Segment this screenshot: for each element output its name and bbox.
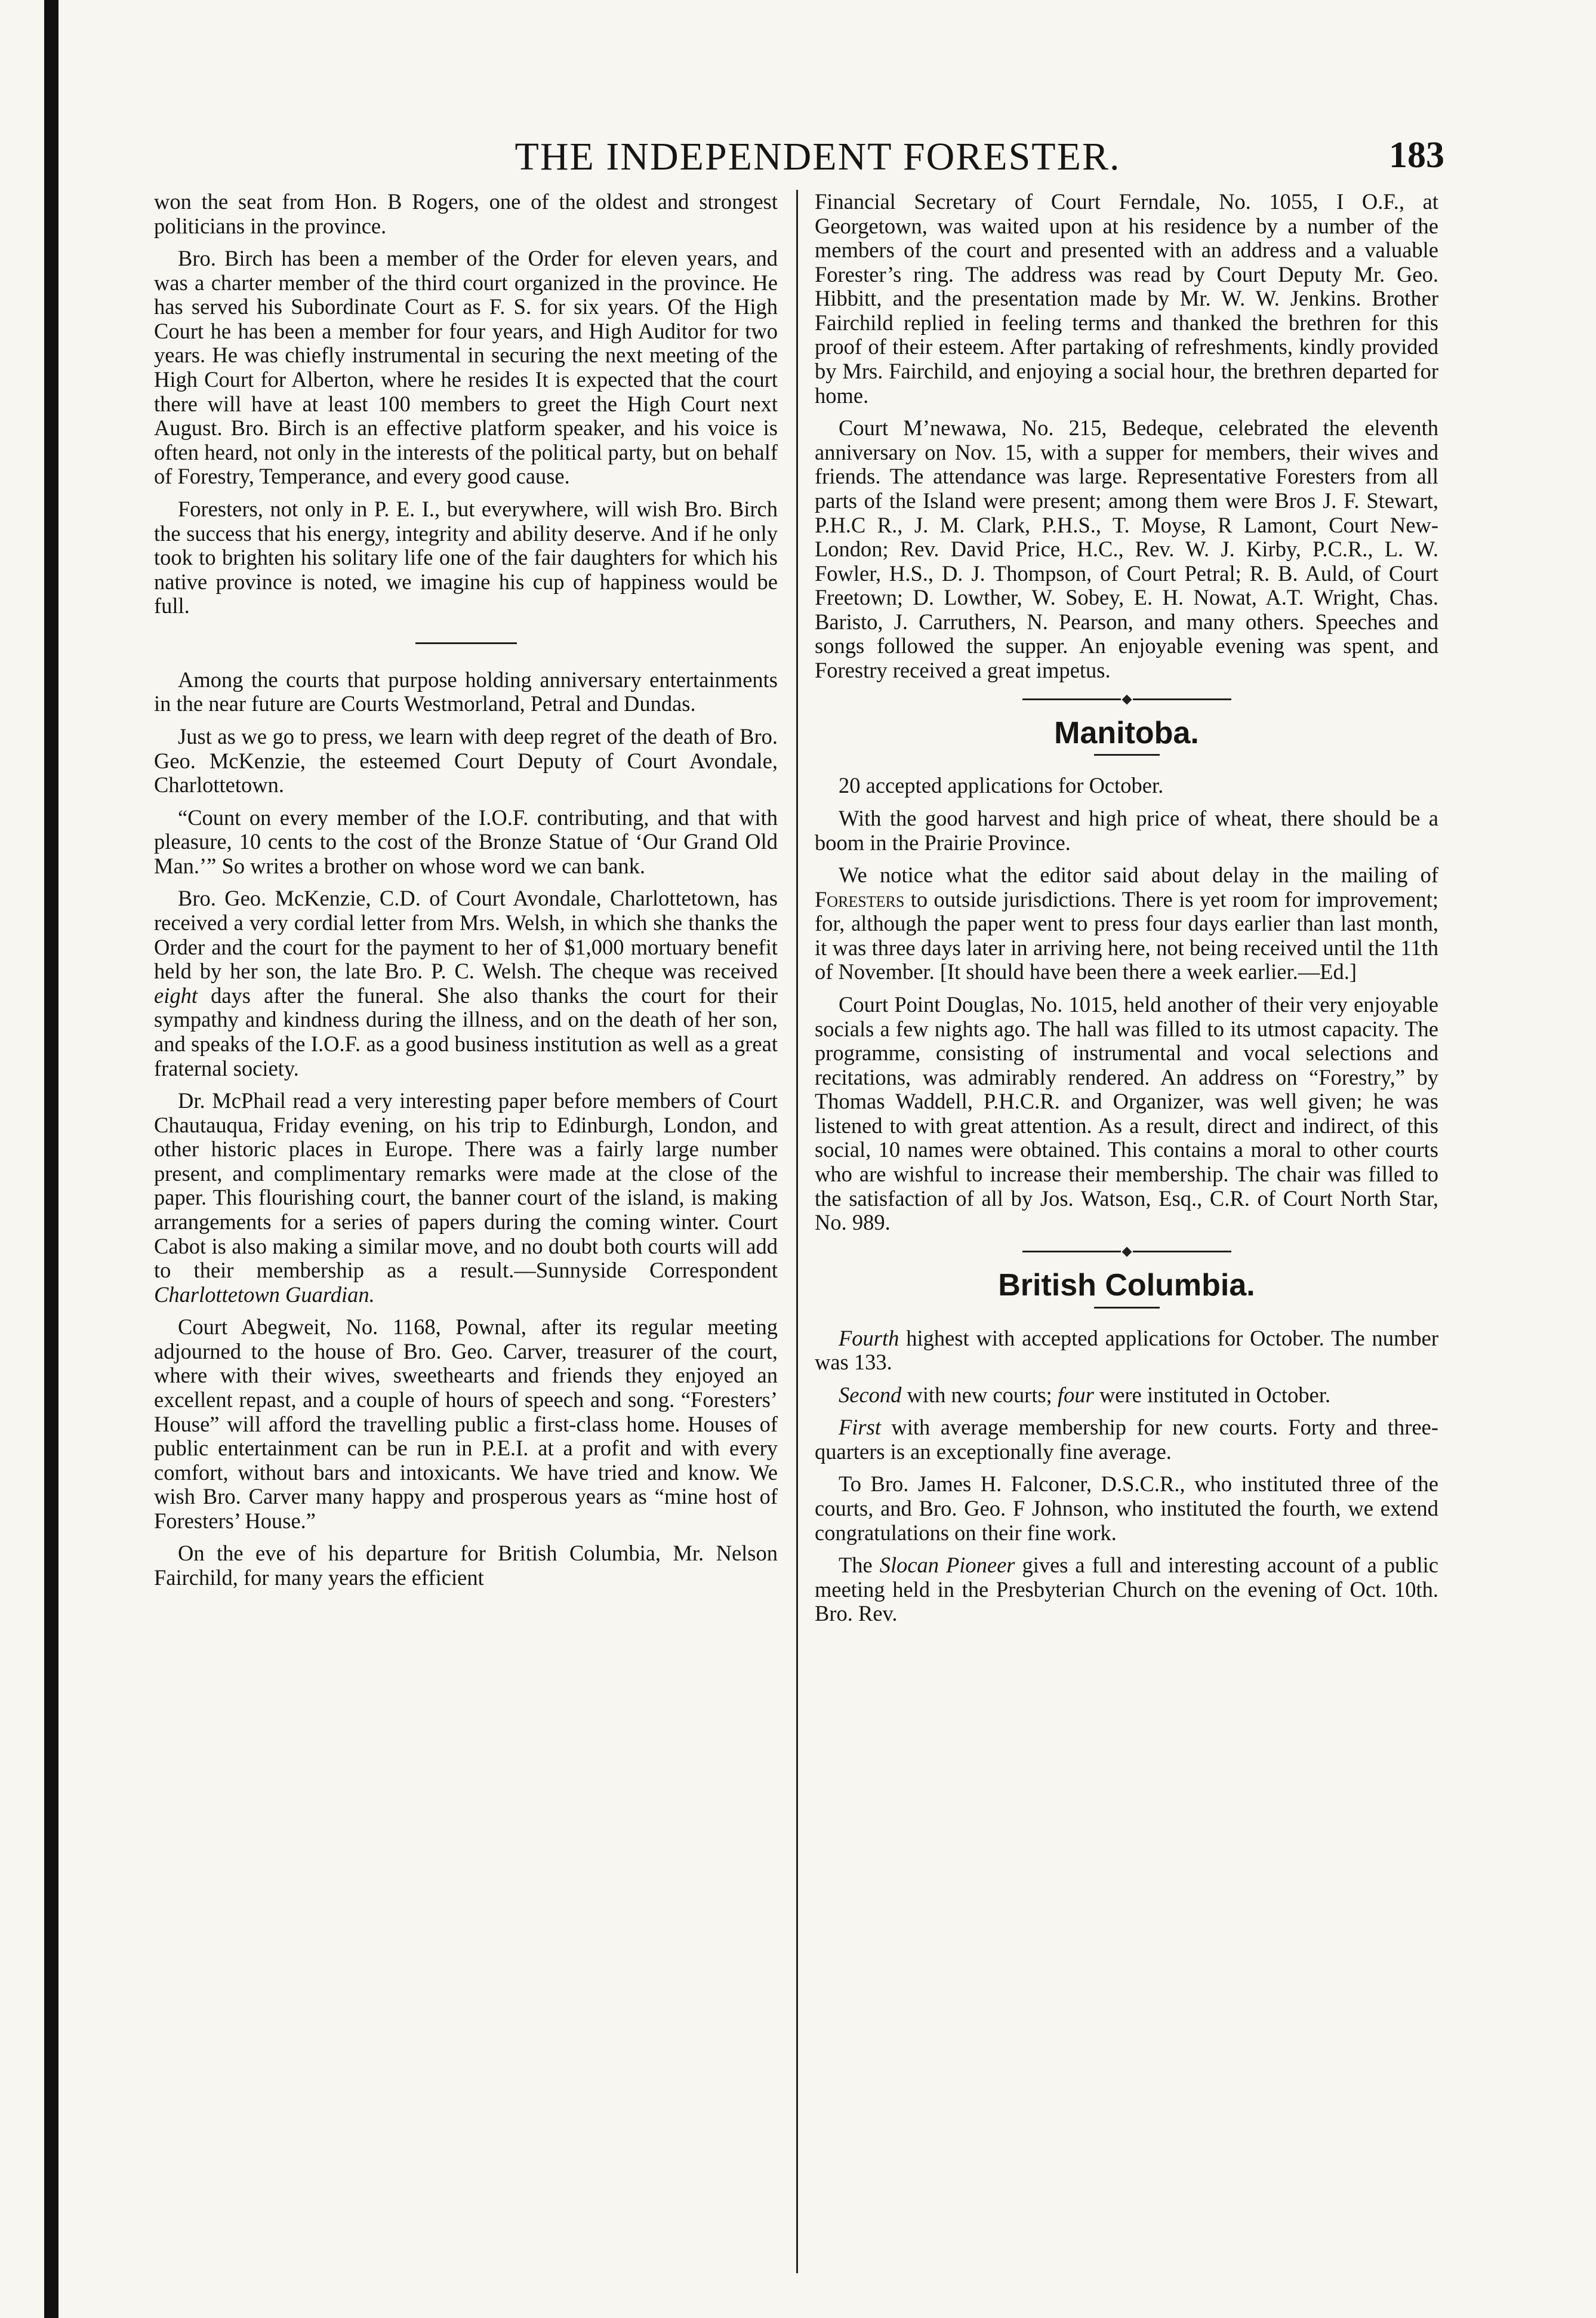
column-divider xyxy=(796,190,798,2273)
italic-emphasis: eight xyxy=(154,983,198,1008)
paragraph: Foresters, not only in P. E. I., but everywhere, will wish Bro. Birch the success that his energy, integrity and ability deserve. And if he only took to brighten his solitary life one of the fair daughters for which his native province is noted, we imagine his cup of happiness would be full. xyxy=(154,496,778,618)
paragraph-text: Dr. McPhail read a very interesting paper before members of Court Chautauqua, Friday evening, on his trip to Edinburgh, London, and other historic places in Europe. There was a fairly large number present, and complimentary remarks were made at the close of the paper. This flourishing court, the banner court of the island, is making arrangements for a series of papers during the coming winter. Court Cabot is also making a similar move, and no doubt both courts will add to their membership as a result.—Sunnyside Correspondent xyxy=(154,1088,778,1283)
paragraph-text: were instituted in October. xyxy=(1099,1382,1331,1407)
paragraph: To Bro. James H. Falconer, D.S.C.R., who instituted three of the courts, and Bro. Geo. F Johnson, who instituted the fourth, we extend congratulations on their fine work. xyxy=(815,1472,1438,1545)
paragraph: 20 accepted applications for October. xyxy=(839,773,1164,798)
paragraph: With the good harvest and high price of wheat, there should be a boom in the Prairie Province. xyxy=(815,805,1438,855)
right-column xyxy=(815,190,1438,2291)
section-heading-british-columbia: British Columbia. xyxy=(998,1267,1255,1303)
small-caps-text: Foresters xyxy=(815,886,905,912)
section-divider-rule xyxy=(415,642,517,644)
section-heading-manitoba: Manitoba. xyxy=(1054,715,1199,750)
italic-emphasis: First xyxy=(839,1415,881,1440)
page-number: 183 xyxy=(1389,135,1444,176)
italic-emphasis: Fourth xyxy=(839,1325,899,1350)
ornamental-divider xyxy=(1022,1248,1231,1255)
paragraph-text: Bro. Geo. McKenzie, C.D. of Court Avondale, Charlottetown, has received a very cordial letter from Mrs. Welsh, in which she thanks the Order and the court for the payment to her of $1,000 mortuary benefit held by her son, the late Bro. P. C. Welsh. The cheque was received xyxy=(154,886,778,984)
divider-line xyxy=(1022,1251,1121,1252)
paragraph: Among the courts that purpose holding anniversary entertainments in the near future are Courts Westmorland, Petral and Dundas. xyxy=(154,667,778,716)
paragraph: Financial Secretary of Court Ferndale, No. 1055, I O.F., at Georgetown, was waited upon at his residence by a number of the members of the court and presented with an address and a valuable Forester’s ring. The address was read by Court Deputy Mr. Geo. Hibbitt, and the presentation made by Mr. W. W. Jenkins. Brother Fairchild replied in feeling terms and thanked the brethren for this proof of their esteem. After partaking of refreshments, kindly provided by Mrs. Fairchild, and enjoying a social hour, the brethren departed for home. xyxy=(815,190,1438,408)
italic-emphasis: Second xyxy=(839,1382,902,1407)
diamond-ornament-icon xyxy=(1121,1246,1132,1257)
paragraph-text: to outside jurisdictions. There is yet room for improvement; for, although the paper went to press four days earlier than last month, it was three days later in arriving here, not being received until the 11th of November. [It should have been there a week earlier.—Ed.] xyxy=(815,886,1438,984)
paragraph-text: with average membership for new courts. Forty and three-quarters is an exceptionally fine average. xyxy=(815,1415,1438,1464)
paragraph: won the seat from Hon. B Rogers, one of the oldest and strongest politicians in the province. xyxy=(154,190,778,238)
paragraph xyxy=(154,886,778,1080)
paragraph xyxy=(815,1383,1438,1408)
left-column xyxy=(154,190,778,2291)
paragraph xyxy=(815,1415,1438,1464)
divider-line xyxy=(1133,1251,1231,1252)
divider-line xyxy=(1022,698,1121,700)
paragraph: “Count on every member of the I.O.F. contributing, and that with pleasure, 10 cents to the cost of the Bronze Statue of ‘Our Grand Old Man.’” So writes a brother on whose word we can bank. xyxy=(154,805,778,878)
paragraph-text: gives a full and interesting account of a public meeting held in the Presbyterian Church on the evening of Oct. 10th. Bro. Rev. xyxy=(815,1553,1438,1626)
italic-source: Charlottetown Guardian. xyxy=(154,1282,375,1307)
paragraph: Court Abegweit, No. 1168, Pownal, after its regular meeting adjourned to the house of Bro. Geo. Carver, treasurer of the court, where with their wives, sweethearts and friends they enjoyed an excellent repast, and a couple of hours of speech and song. “Foresters’ House” will afford the travelling public a first-class home. Houses of public entertainment can be run in P.E.I. at a profit and with every comfort, without bars and intoxicants. We have tried and know. We wish Bro. Carver many happy and prosperous years as “mine host of Foresters’ House.” xyxy=(154,1315,778,1533)
paragraph-text: days after the funeral. She also thanks the court for their sympathy and kindness during the illness, and on the death of her son, and speaks of the I.O.F. as a good business institution as well as a great fraternal society. xyxy=(154,983,778,1080)
diamond-ornament-icon xyxy=(1121,694,1132,704)
heading-rule xyxy=(1094,1307,1160,1309)
paragraph xyxy=(154,1089,778,1307)
italic-emphasis: four xyxy=(1057,1382,1094,1407)
paragraph-text: with new courts; xyxy=(907,1382,1052,1407)
paragraph xyxy=(815,863,1438,984)
paragraph-text: The xyxy=(839,1553,873,1578)
paragraph-text: highest with accepted applications for October. The number was 133. xyxy=(815,1325,1438,1375)
paragraph: Court M’newawa, No. 215, Bedeque, celebrated the eleventh anniversary on Nov. 15, with a supper for members, their wives and friends. The attendance was large. Representative Foresters from all parts of the Island were present; among them were Bros J. F. Stewart, P.H.C R., J. M. Clark, P.H.S., T. Moyse, R Lamont, Court New-London; Rev. David Price, H.C., Rev. W. J. Kirby, P.C.R., L. W. Fowler, H.S., D. J. Thompson, of Court Petral; R. B. Auld, of Court Freetown; D. Lowther, W. Sobey, E. H. Nowat, A.T. Wright, Chas. Baristo, J. Carruthers, N. Pearson, and many others. Speeches and songs followed the supper. An enjoyable evening was spent, and Forestry received a great impetus. xyxy=(815,415,1438,682)
paragraph-text: We notice what the editor said about delay in the mailing of xyxy=(839,863,1438,888)
paragraph: On the eve of his departure for British Columbia, Mr. Nelson Fairchild, for many years the efficient xyxy=(154,1541,778,1590)
paragraph: Just as we go to press, we learn with deep regret of the death of Bro. Geo. McKenzie, the esteemed Court Deputy of Court Avondale, Charlottetown. xyxy=(154,724,778,798)
page-edge-rule xyxy=(44,0,58,2318)
paragraph xyxy=(815,1326,1438,1375)
paragraph xyxy=(815,1553,1438,1626)
page-title: THE INDEPENDENT FORESTER. xyxy=(514,135,1121,178)
paragraph: Bro. Birch has been a member of the Order for eleven years, and was a charter member of the third court organized in the province. He has served his Subordinate Court as F. S. for six years. Of the High Court he has been a member for four years, and High Auditor for two years. He was chiefly instrumental in securing the next meeting of the High Court for Alberton, where he resides It is expected that the court there will have at least 100 members to greet the High Court next August. Bro. Birch is an effective platform speaker, and his voice is often heard, not only in the interests of the political party, but on behalf of Forestry, Temperance, and every good cause. xyxy=(154,246,778,489)
heading-rule xyxy=(1094,754,1160,756)
italic-title: Slocan Pioneer xyxy=(879,1553,1015,1578)
ornamental-divider xyxy=(1022,696,1231,703)
divider-line xyxy=(1133,698,1231,700)
paragraph: Court Point Douglas, No. 1015, held another of their very enjoyable socials a few nights ago. The hall was filled to its utmost capacity. The programme, consisting of instrumental and vocal selections and recitations, was admirably rendered. An address on “Forestry,” by Thomas Waddell, P.H.C.R. and Organizer, was well given; he was listened to with great attention. As a result, direct and indirect, of this social, 10 names were obtained. This contains a moral to other courts who are wishful to increase their membership. The chair was filled to the satisfaction of all by Jos. Watson, Esq., C.R. of Court North Star, No. 989. xyxy=(815,992,1438,1235)
